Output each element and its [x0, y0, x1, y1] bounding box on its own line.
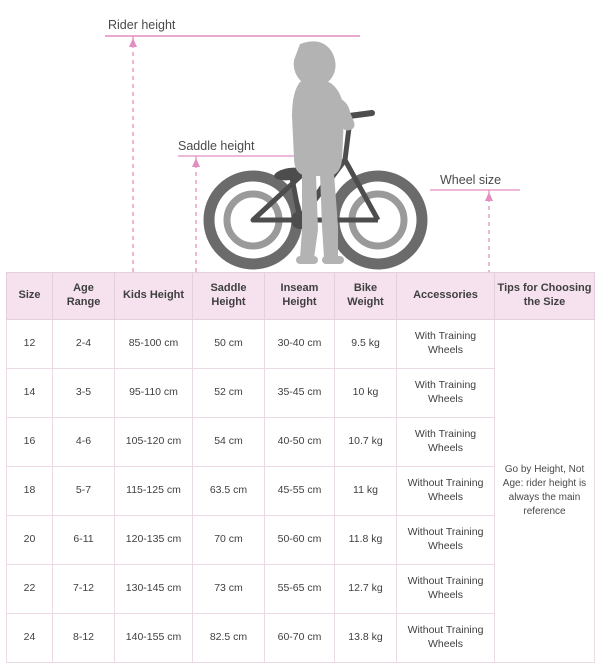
- cell-kids-height: 115-125 cm: [115, 466, 193, 515]
- cell-saddle-height: 70 cm: [193, 515, 265, 564]
- cell-kids-height: 130-145 cm: [115, 564, 193, 613]
- size-chart-table: [6, 272, 595, 663]
- cell-size: 14: [7, 368, 53, 417]
- cell-kids-height: 140-155 cm: [115, 613, 193, 662]
- cell-size: 22: [7, 564, 53, 613]
- cell-accessories: With Training Wheels: [397, 417, 495, 466]
- cell-age: 6-11: [53, 515, 115, 564]
- cell-size: 24: [7, 613, 53, 662]
- child-foot-back: [296, 256, 318, 264]
- cell-weight: 11.8 kg: [335, 515, 397, 564]
- cell-size: 16: [7, 417, 53, 466]
- cell-age: 2-4: [53, 319, 115, 368]
- cell-weight: 12.7 kg: [335, 564, 397, 613]
- rider-height-label: Rider height: [108, 18, 176, 32]
- header-accessories: Accessories: [397, 273, 495, 320]
- cell-tips: Go by Height, Not Age: rider height is always the main reference: [495, 319, 595, 662]
- cell-accessories: With Training Wheels: [397, 368, 495, 417]
- cell-accessories: Without Training Wheels: [397, 515, 495, 564]
- rider-height-arrow-down: [129, 38, 137, 47]
- cell-accessories: With Training Wheels: [397, 319, 495, 368]
- illustration-svg: [0, 0, 600, 272]
- table-header-row: [7, 273, 595, 320]
- cell-kids-height: 120-135 cm: [115, 515, 193, 564]
- cell-inseam: 40-50 cm: [265, 417, 335, 466]
- cell-age: 5-7: [53, 466, 115, 515]
- cell-age: 8-12: [53, 613, 115, 662]
- size-chart-table-wrap: [6, 272, 594, 663]
- header-size: Size: [7, 273, 53, 320]
- cell-age: 3-5: [53, 368, 115, 417]
- saddle-height-arrow-down: [192, 158, 200, 167]
- cell-age: 4-6: [53, 417, 115, 466]
- table-row: [7, 319, 595, 368]
- header-saddle-height: Saddle Height: [193, 273, 265, 320]
- header-inseam-height: Inseam Height: [265, 273, 335, 320]
- cell-kids-height: 85-100 cm: [115, 319, 193, 368]
- cell-kids-height: 95-110 cm: [115, 368, 193, 417]
- cell-inseam: 30-40 cm: [265, 319, 335, 368]
- header-age-range: Age Range: [53, 273, 115, 320]
- cell-inseam: 45-55 cm: [265, 466, 335, 515]
- cell-weight: 10.7 kg: [335, 417, 397, 466]
- child-foot-front: [322, 256, 344, 264]
- cell-accessories: Without Training Wheels: [397, 613, 495, 662]
- cell-saddle-height: 63.5 cm: [193, 466, 265, 515]
- cell-weight: 9.5 kg: [335, 319, 397, 368]
- header-tips: Tips for Choosing the Size: [495, 273, 595, 320]
- wheel-size-arrow-down: [485, 192, 493, 201]
- cell-age: 7-12: [53, 564, 115, 613]
- cell-saddle-height: 50 cm: [193, 319, 265, 368]
- cell-saddle-height: 73 cm: [193, 564, 265, 613]
- cell-saddle-height: 54 cm: [193, 417, 265, 466]
- bike-sizing-illustration: [0, 0, 600, 272]
- child-leg-front: [320, 174, 338, 258]
- header-bike-weight: Bike Weight: [335, 273, 397, 320]
- wheel-size-label: Wheel size: [440, 173, 502, 187]
- cell-kids-height: 105-120 cm: [115, 417, 193, 466]
- cell-inseam: 50-60 cm: [265, 515, 335, 564]
- cell-accessories: Without Training Wheels: [397, 564, 495, 613]
- cell-size: 12: [7, 319, 53, 368]
- table-body: [7, 319, 595, 662]
- cell-weight: 10 kg: [335, 368, 397, 417]
- cell-size: 20: [7, 515, 53, 564]
- child-leg-back: [300, 174, 318, 258]
- cell-weight: 11 kg: [335, 466, 397, 515]
- cell-weight: 13.8 kg: [335, 613, 397, 662]
- header-kids-height: Kids Height: [115, 273, 193, 320]
- cell-size: 18: [7, 466, 53, 515]
- cell-accessories: Without Training Wheels: [397, 466, 495, 515]
- cell-saddle-height: 82.5 cm: [193, 613, 265, 662]
- cell-saddle-height: 52 cm: [193, 368, 265, 417]
- child-torso: [292, 78, 344, 176]
- saddle-height-label: Saddle height: [178, 139, 255, 153]
- cell-inseam: 35-45 cm: [265, 368, 335, 417]
- cell-inseam: 60-70 cm: [265, 613, 335, 662]
- cell-inseam: 55-65 cm: [265, 564, 335, 613]
